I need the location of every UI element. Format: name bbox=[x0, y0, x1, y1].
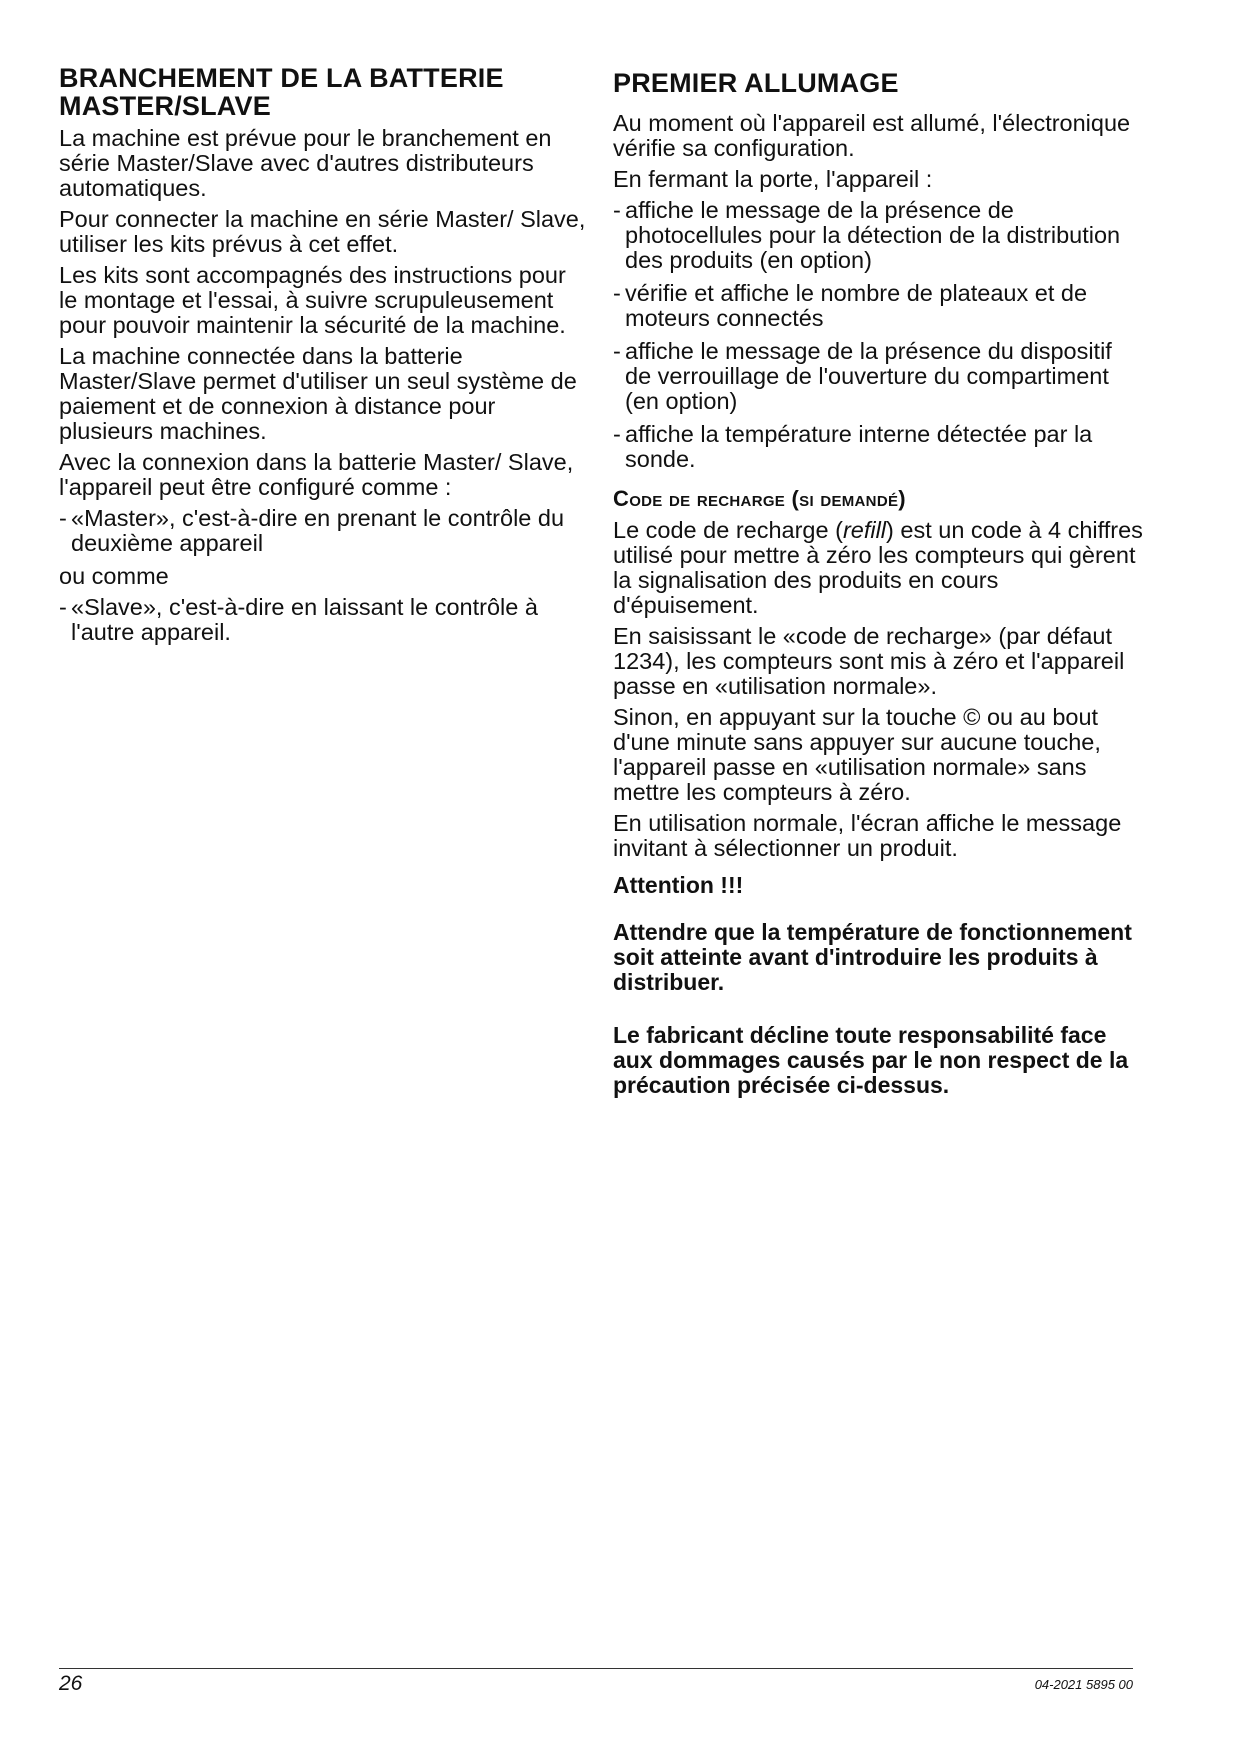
text-run: ) est un code à 4 chiffres utilisé pour mettre à zéro les compteurs qui gèrent la signalisation des produits en cours d'épuisement. bbox=[613, 517, 1143, 618]
paragraph: La machine connectée dans la batterie Master/Slave permet d'utiliser un seul système de paiement et de connexion à distance pour plusieurs machines. bbox=[59, 343, 577, 444]
section-heading-premier-allumage: PREMIER ALLUMAGE bbox=[613, 68, 899, 98]
left-column bbox=[59, 64, 589, 653]
italic-term: refill bbox=[842, 517, 887, 543]
right-column bbox=[613, 64, 1143, 1126]
bullet-dash: - bbox=[59, 505, 67, 531]
paragraph: ou comme bbox=[59, 563, 169, 589]
section-heading-master-slave: BRANCHEMENT DE LA BATTERIE MASTER/SLAVE bbox=[59, 63, 504, 121]
list-item bbox=[613, 339, 1143, 414]
list-item bbox=[613, 422, 1143, 472]
paragraph: En fermant la porte, l'appareil : bbox=[613, 166, 933, 192]
list-item-text: «Master», c'est-à-dire en prenant le contrôle du deuxième appareil bbox=[71, 505, 565, 556]
page-number: 26 bbox=[59, 1672, 83, 1695]
list-item-text: affiche le message de la présence du dispositif de verrouillage de l'ouverture du compartiment (en option) bbox=[625, 338, 1112, 414]
list-item bbox=[59, 595, 589, 645]
bullet-dash: - bbox=[613, 338, 621, 364]
document-code: 04-2021 5895 00 bbox=[1034, 1677, 1133, 1692]
paragraph: En saisissant le «code de recharge» (par défaut 1234), les compteurs sont mis à zéro et l'appareil passe en «utilisation normale». bbox=[613, 623, 1125, 699]
list-item-text: vérifie et affiche le nombre de plateaux et de moteurs connectés bbox=[625, 280, 1088, 331]
attention-label: Attention !!! bbox=[613, 872, 744, 898]
list-item-text: affiche la température interne détectée par la sonde. bbox=[625, 421, 1093, 472]
footer-divider bbox=[59, 1668, 1133, 1669]
paragraph-refill bbox=[613, 518, 1143, 618]
bullet-dash: - bbox=[613, 421, 621, 447]
bullet-dash: - bbox=[613, 197, 621, 223]
paragraph: Au moment où l'appareil est allumé, l'électronique vérifie sa configuration. bbox=[613, 110, 1131, 161]
list-item bbox=[613, 198, 1143, 273]
subheading-code-de-recharge: Code de recharge (si demandé) bbox=[613, 486, 906, 511]
list-item-text: «Slave», c'est-à-dire en laissant le contrôle à l'autre appareil. bbox=[71, 594, 538, 645]
list-item-text: affiche le message de la présence de photocellules pour la détection de la distribution des produits (en option) bbox=[625, 197, 1121, 273]
warning-paragraph: Le fabricant décline toute responsabilité face aux dommages causés par le non respect de la précaution précisée ci-dessus. bbox=[613, 1022, 1129, 1098]
bullet-dash: - bbox=[613, 280, 621, 306]
paragraph: En utilisation normale, l'écran affiche le message invitant à sélectionner un produit. bbox=[613, 810, 1122, 861]
list-item bbox=[59, 506, 589, 556]
paragraph: Les kits sont accompagnés des instructions pour le montage et l'essai, à suivre scrupuleusement pour pouvoir maintenir la sécurité de la machine. bbox=[59, 262, 566, 338]
paragraph: Avec la connexion dans la batterie Master/ Slave, l'appareil peut être configuré comme : bbox=[59, 449, 574, 500]
bullet-dash: - bbox=[59, 594, 67, 620]
paragraph: La machine est prévue pour le branchement en série Master/Slave avec d'autres distributeurs automatiques. bbox=[59, 125, 552, 201]
paragraph: Sinon, en appuyant sur la touche © ou au bout d'une minute sans appuyer sur aucune touche, l'appareil passe en «utilisation normale» sans mettre les compteurs à zéro. bbox=[613, 704, 1101, 805]
warning-paragraph: Attendre que la température de fonctionnement soit atteinte avant d'introduire les produits à distribuer. bbox=[613, 919, 1132, 995]
paragraph: Pour connecter la machine en série Master/ Slave, utiliser les kits prévus à cet effet. bbox=[59, 206, 586, 257]
list-item bbox=[613, 281, 1143, 331]
text-run: Le code de recharge ( bbox=[613, 517, 843, 543]
